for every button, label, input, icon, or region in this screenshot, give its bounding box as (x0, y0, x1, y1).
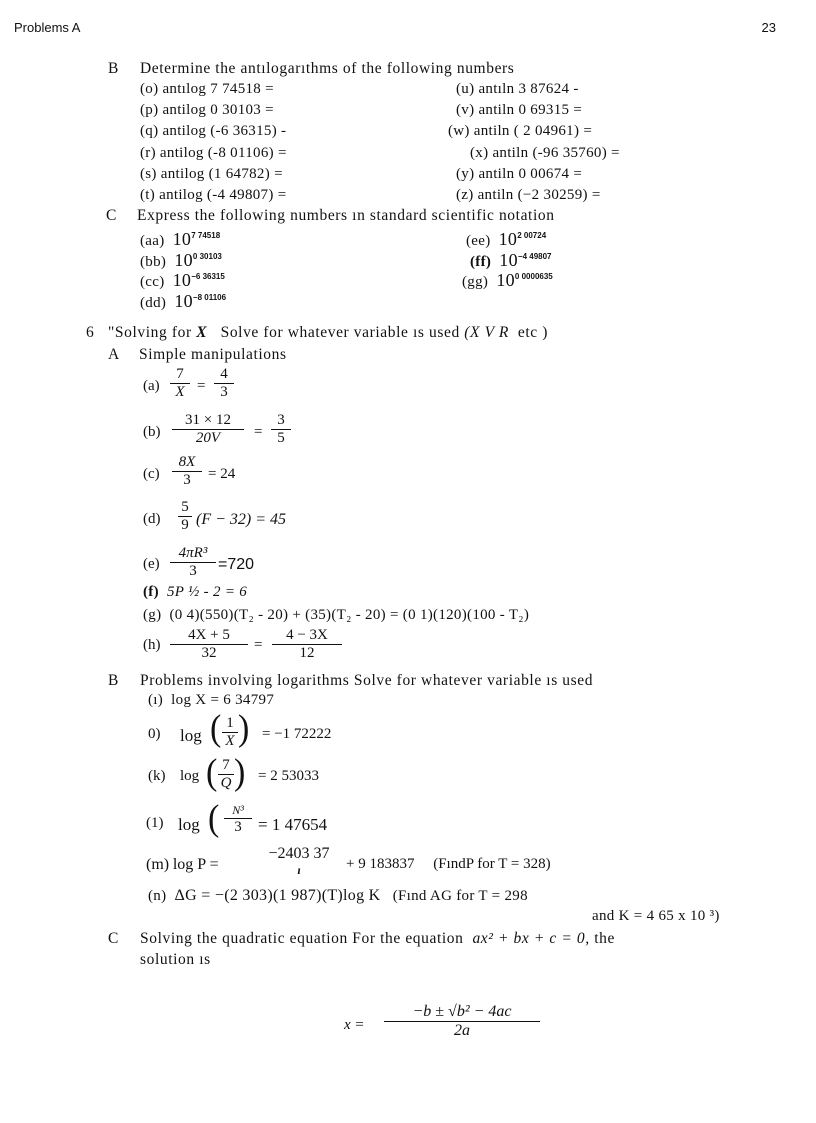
paren-close: ) (234, 752, 246, 793)
problem-k-fraction: $\frac{7}{Q}$ (218, 757, 234, 792)
problem-c-fraction: $\frac{8X}{3}$ (172, 454, 202, 489)
part-b-label: B (108, 60, 119, 77)
problem-z: (z) antiln (−2 30259) = (456, 187, 601, 203)
problem-j-log: log (180, 726, 202, 745)
problem-a-label: (a) (143, 378, 160, 394)
section-number: 6 (86, 324, 95, 341)
problem-cc: (cc) $10^{-6 36315}$ (140, 270, 225, 290)
section-title: "Solving for X Solve for whatever variable ıs used (X V R etc ) (108, 324, 548, 341)
problem-h-label: (h) (143, 637, 161, 653)
problem-r: (r) antilog (-8 01106) = (140, 145, 287, 161)
problem-f: (f) 5P ½ - 2 = 6 (143, 584, 248, 600)
problem-ee: (ee) $10^{2 00724}$ (466, 229, 547, 249)
problem-a-equals: = (197, 378, 206, 394)
problem-ff: (ff) $10^{-4 49807}$ (470, 250, 552, 270)
problem-gg: (gg) $10^{0 0000635}$ (462, 270, 553, 290)
problem-k-label: (k) (148, 768, 166, 784)
paren-open: ( (206, 752, 218, 793)
problem-l-rest: = 1 47654 (258, 815, 328, 834)
problem-m-fraction: −2403 37 ɪ (268, 845, 330, 877)
problem-b-label: (b) (143, 424, 161, 440)
problem-b-fraction-right: $\frac{3}{5}$ (271, 412, 291, 447)
problem-l-log: log (178, 815, 200, 834)
problem-n-note: and K = 4 65 x 10 ³) (592, 908, 720, 924)
problem-p: (p) antilog 0 30103 = (140, 102, 274, 118)
problem-m: (m) log P = (146, 856, 219, 873)
part-6a-heading: Simple manipulations (139, 346, 287, 363)
part-c-heading: Express the following numbers ın standard scientific notation (137, 207, 555, 224)
problem-n: (n) ΔG = −(2 303)(1 987)(T)log K (Fınd AG for T = 298 (148, 887, 528, 904)
problem-a-fraction-right: $\frac{4}{3}$ (214, 366, 234, 401)
part-6b-label: B (108, 672, 119, 689)
paren-open: ( (208, 798, 220, 839)
problem-v: (v) antiln 0 69315 = (456, 102, 583, 118)
problem-o: (o) antılog 7 74518 = (140, 81, 274, 97)
problem-s: (s) antilog (1 64782) = (140, 166, 283, 182)
quadratic-lhs: x = (344, 1017, 365, 1033)
problem-i: (ı) log X = 6 34797 (148, 692, 275, 708)
problem-d-rest: (F − 32) = 45 (196, 511, 287, 528)
problem-g: (g) (0 4)(550)(T₂ - 20) + (35)(T₂ - 20) = (0 1)(120)(100 - T₂) (143, 607, 530, 623)
problem-h-fraction-right: $\frac{4 - 3X}{12}$ (272, 627, 342, 662)
problem-b-equals: = (254, 424, 263, 440)
running-header: Problems A (14, 20, 81, 35)
problem-aa: (aa) $10^{7 74518}$ (140, 229, 221, 249)
problem-d-fraction: $\frac{5}{9}$ (178, 499, 192, 534)
problem-u: (u) antıln 3 87624 - (456, 81, 579, 97)
problem-h-fraction-left: $\frac{4X + 5}{32}$ (170, 627, 248, 662)
problem-c-label: (c) (143, 466, 160, 482)
problem-t: (t) antilog (-4 49807) = (140, 187, 287, 203)
paren-close: ) (238, 708, 250, 749)
part-6c-label: C (108, 930, 119, 947)
problem-x: (x) antiln (-96 35760) = (470, 145, 620, 161)
part-b-heading: Determine the antılogarıthms of the following numbers (140, 60, 515, 77)
problem-h-equals: = (254, 637, 263, 653)
problem-k-rest: = 2 53033 (258, 768, 319, 784)
page-number: 23 (761, 20, 776, 35)
quadratic-formula-fraction: $\frac{\text{−b ± √b² − 4ac}}{2a}$ (384, 1003, 540, 1040)
problem-e-label: (e) (143, 556, 160, 572)
problem-c-rest: = 24 (208, 466, 236, 482)
problem-bb: (bb) $10^{0 30103}$ (140, 250, 222, 270)
problem-e-fraction: $\frac{\text{4πR³}}{3}$ (170, 545, 216, 580)
problem-q: (q) antilog (-6 36315) - (140, 123, 287, 139)
problem-a-fraction-left: $\frac{7}{X}$ (170, 366, 190, 401)
problem-j-fraction: $\frac{1}{X}$ (222, 715, 238, 750)
part-6b-heading: Problems involving logarithms Solve for whatever variable ıs used (140, 672, 594, 689)
problem-m-rest: + 9 183837 (FındP for T = 328) (346, 856, 551, 872)
problem-l-label: (1) (146, 815, 164, 831)
part-6a-label: A (108, 346, 120, 363)
problem-d-label: (d) (143, 511, 161, 527)
problem-l-fraction: N³ 3 (224, 803, 252, 836)
problem-b-fraction-left: $\frac{31 \times 12}{20V}$ (172, 412, 244, 447)
part-6c-line2: solution ıs (140, 951, 211, 968)
problem-j-label: 0) (148, 726, 161, 742)
part-c-label: C (106, 207, 117, 224)
problem-k-log: log (180, 768, 200, 784)
problem-dd: (dd) $10^{-8 01106}$ (140, 291, 227, 311)
problem-e-rest: =720 (218, 556, 255, 573)
part-6c-heading: Solving the quadratic equation For the equation ax² + bx + c = 0, the (140, 930, 615, 947)
problem-j-rest: = −1 72222 (262, 726, 332, 742)
problem-y: (y) antiln 0 00674 = (456, 166, 583, 182)
problem-w: (w) antiln ( 2 04961) = (448, 123, 593, 139)
paren-open: ( (210, 708, 222, 749)
